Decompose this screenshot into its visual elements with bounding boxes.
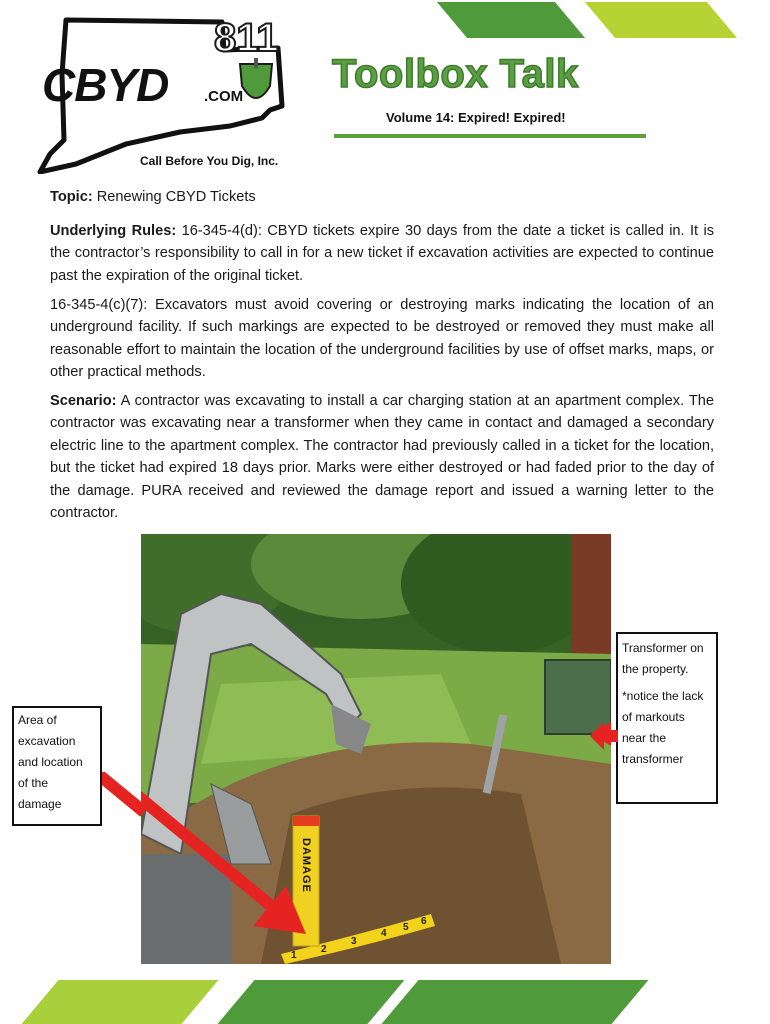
footer-stripe-2 [218,980,405,1024]
logo-811-badge: 811 [214,16,279,60]
scenario-label: Scenario: [50,393,117,409]
tape-number: 4 [381,928,387,939]
tape-number: 2 [321,944,327,955]
shovel-icon [236,58,276,119]
transformer-callout [616,632,718,804]
tape-number: 3 [351,936,357,947]
callout-line: Transformer on [622,641,704,655]
callout-line: transformer [622,752,684,766]
footer-stripe-3 [382,980,649,1024]
damage-site-photo [141,534,611,964]
header-stripe-dark [437,2,585,38]
callout-line: Area of [18,713,57,727]
callout-line: *notice the lack [622,689,704,703]
scenario-paragraph [50,390,714,524]
callout-line: the property. [622,662,689,676]
logo-brand: CBYD [42,59,169,111]
topic-text: Renewing CBYD Tickets [92,189,256,205]
header-stripe-light [585,2,737,38]
topic-label: Topic: [50,189,93,205]
logo-tagline: Call Before You Dig, Inc. [140,154,279,168]
rules-paragraph-2 [50,294,714,384]
excavation-callout [12,706,102,826]
callout-line: and location [18,755,83,769]
tape-number: 5 [403,922,409,933]
right-arrow-icon [588,720,618,757]
rules-paragraph [50,220,714,287]
footer-stripe-1 [22,980,219,1024]
title-underline [334,134,646,138]
callout-line: of markouts [622,710,685,724]
tape-number: 6 [421,916,427,927]
rules-label: Underlying Rules: [50,223,177,239]
topic-paragraph [50,186,714,208]
rules-text-2: 16-345-4(c)(7): Excavators must avoid covering or destroying marks indicating the location of an underground facility. If such markings are expected to be destroyed or removed they must make all reasonable effort to maintain the location of the underground facilities by use of offset marks, maps, or other practical methods. [50,297,714,381]
rules-text: 16-345-4(d): CBYD tickets expire 30 days from the date a ticket is called in. It is the contractor’s responsibility to call in for a new ticket if excavation activities are expected to continue past the expiration of the original ticket. [50,223,715,284]
tape-number: 1 [291,950,297,961]
callout-line: damage [18,797,62,811]
page-subtitle: Volume 14: Expired! Expired! [386,110,566,125]
logo-com: .COM [204,88,244,105]
callout-line: of the [18,776,49,790]
damage-stake-label: DAMAGE [300,838,312,893]
page-title: Toolbox Talk [332,52,579,96]
scenario-text: A contractor was excavating to install a car charging station at an apartment complex. The contractor was excavating near a transformer when they came in contact and damaged a secondary electric line to the apartment complex. The contractor had previously called in a ticket for the location, but the ticket had expired 18 days prior. Marks were either destroyed or had faded prior to the day of the damage. PURA received and reviewed the damage report and issued a warning letter to the contractor. [50,393,714,522]
left-arrow-icon [96,772,146,827]
callout-line: excavation [18,734,76,748]
callout-line: near the [622,731,667,745]
